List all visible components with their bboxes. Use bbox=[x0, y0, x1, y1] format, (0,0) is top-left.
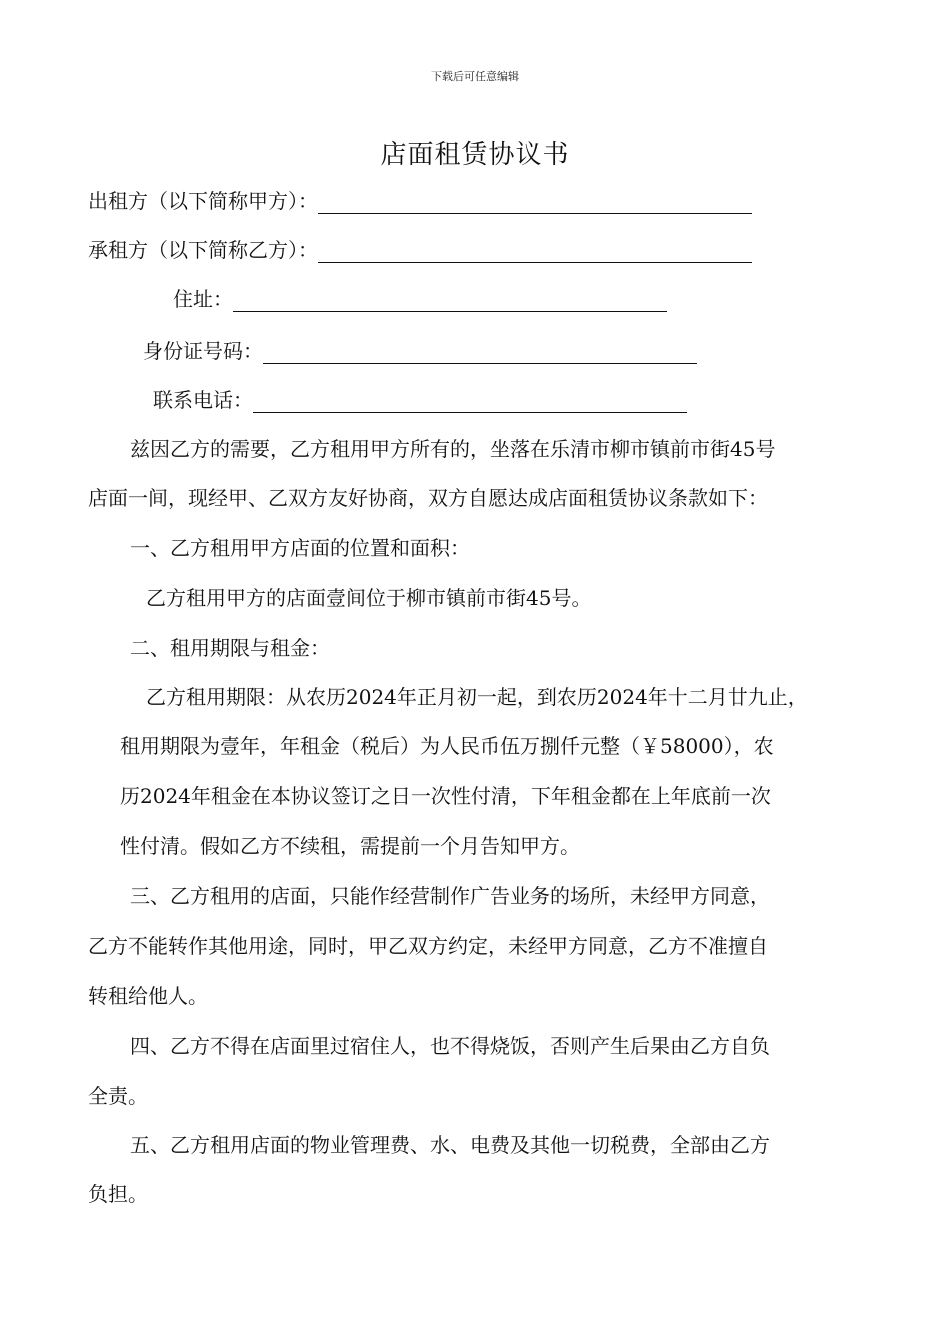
clause2-body-line-3: 历2024年租金在本协议签订之日一次性付清，下年租金都在上年底前一次 bbox=[120, 784, 771, 808]
lessee-field bbox=[88, 236, 752, 264]
clause2-body-line-2: 租用期限为壹年，年租金（税后）为人民币伍万捌仟元整（￥58000），农 bbox=[120, 734, 774, 758]
clause2-heading: 二、租用期限与租金： bbox=[130, 636, 330, 660]
address-field bbox=[173, 285, 667, 313]
address-label: 住址： bbox=[173, 287, 233, 311]
id-number-blank-line[interactable] bbox=[263, 341, 697, 364]
clause2-body-line-1: 乙方租用期限：从农历2024年正月初一起，到农历2024年十二月廿九止， bbox=[146, 685, 808, 709]
clause4-line-2: 全责。 bbox=[88, 1084, 148, 1108]
intro-line-1: 兹因乙方的需要，乙方租用甲方所有的，坐落在乐清市柳市镇前市街45号 bbox=[130, 437, 776, 461]
intro-line-2: 店面一间，现经甲、乙双方友好协商，双方自愿达成店面租赁协议条款如下： bbox=[88, 486, 768, 510]
clause1-heading: 一、乙方租用甲方店面的位置和面积： bbox=[130, 536, 470, 560]
clause3-line-1: 三、乙方租用的店面，只能作经营制作广告业务的场所，未经甲方同意， bbox=[130, 884, 770, 908]
lessor-label: 出租方（以下简称甲方）： bbox=[88, 189, 318, 213]
header-note: 下载后可任意编辑 bbox=[431, 70, 519, 83]
document-title: 店面租赁协议书 bbox=[380, 140, 570, 170]
phone-label: 联系电话： bbox=[153, 388, 253, 412]
clause2-body-line-4: 性付清。假如乙方不续租，需提前一个月告知甲方。 bbox=[120, 834, 580, 858]
clause3-line-2: 乙方不能转作其他用途，同时，甲乙双方约定，未经甲方同意，乙方不准擅自 bbox=[88, 934, 768, 958]
id-number-field bbox=[143, 337, 697, 365]
lessor-field bbox=[88, 187, 752, 215]
lessor-blank-line[interactable] bbox=[318, 191, 752, 214]
clause5-line-2: 负担。 bbox=[88, 1182, 148, 1206]
lessee-label: 承租方（以下简称乙方）： bbox=[88, 238, 318, 262]
id-number-label: 身份证号码： bbox=[143, 339, 263, 363]
clause1-body: 乙方租用甲方的店面壹间位于柳市镇前市街45号。 bbox=[146, 586, 592, 610]
address-blank-line[interactable] bbox=[233, 289, 667, 312]
phone-blank-line[interactable] bbox=[253, 390, 687, 413]
phone-field bbox=[153, 386, 687, 414]
clause4-line-1: 四、乙方不得在店面里过宿住人，也不得烧饭，否则产生后果由乙方自负 bbox=[130, 1034, 770, 1058]
clause3-line-3: 转租给他人。 bbox=[88, 984, 208, 1008]
clause5-line-1: 五、乙方租用店面的物业管理费、水、电费及其他一切税费，全部由乙方 bbox=[130, 1133, 770, 1157]
lessee-blank-line[interactable] bbox=[318, 240, 752, 263]
